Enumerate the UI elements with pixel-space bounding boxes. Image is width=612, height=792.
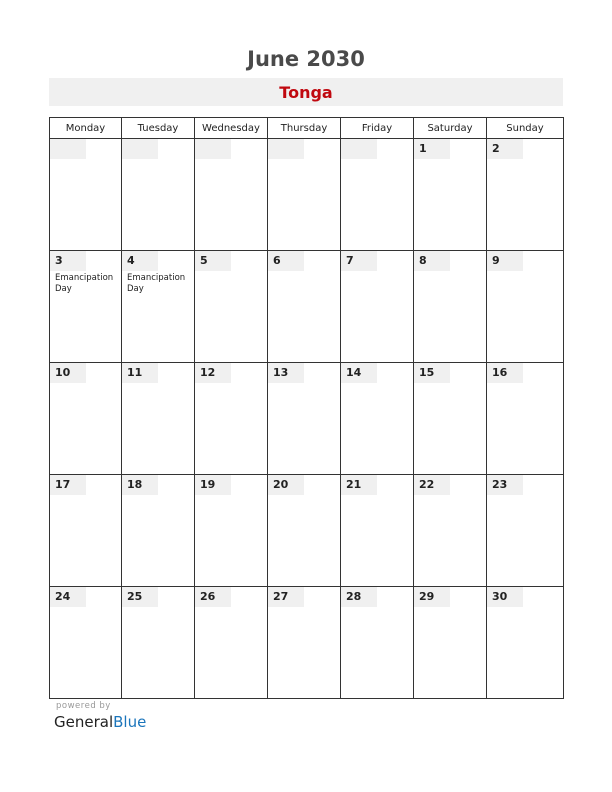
day-number: 8 bbox=[414, 251, 450, 271]
day-number: 13 bbox=[268, 363, 304, 383]
brand-part2: Blue bbox=[113, 713, 147, 731]
day-cell bbox=[487, 475, 564, 587]
weekday-header: Monday bbox=[50, 118, 122, 139]
day-number bbox=[341, 139, 377, 159]
day-number: 3 bbox=[50, 251, 86, 271]
day-number: 20 bbox=[268, 475, 304, 495]
day-cell bbox=[50, 475, 122, 587]
day-cell bbox=[414, 587, 487, 699]
day-cell bbox=[195, 139, 268, 251]
day-cell bbox=[341, 475, 414, 587]
day-number: 7 bbox=[341, 251, 377, 271]
day-cell bbox=[195, 251, 268, 363]
day-number: 14 bbox=[341, 363, 377, 383]
day-cell bbox=[122, 587, 195, 699]
weekday-header: Thursday bbox=[268, 118, 341, 139]
day-cell bbox=[50, 363, 122, 475]
day-number: 30 bbox=[487, 587, 523, 607]
day-number: 19 bbox=[195, 475, 231, 495]
day-number: 28 bbox=[341, 587, 377, 607]
weekday-header: Wednesday bbox=[195, 118, 268, 139]
day-number: 29 bbox=[414, 587, 450, 607]
week-row bbox=[50, 363, 564, 475]
day-cell bbox=[414, 475, 487, 587]
day-cell bbox=[122, 363, 195, 475]
day-number: 17 bbox=[50, 475, 86, 495]
day-cell bbox=[50, 251, 122, 363]
day-cell bbox=[268, 363, 341, 475]
weekday-header-row bbox=[50, 118, 564, 139]
day-cell bbox=[414, 139, 487, 251]
day-cell bbox=[122, 251, 195, 363]
day-cell bbox=[341, 363, 414, 475]
day-cell bbox=[122, 475, 195, 587]
day-number: 12 bbox=[195, 363, 231, 383]
day-number: 10 bbox=[50, 363, 86, 383]
day-cell bbox=[195, 475, 268, 587]
brand-logo[interactable] bbox=[54, 713, 146, 731]
day-number: 11 bbox=[122, 363, 158, 383]
day-number: 25 bbox=[122, 587, 158, 607]
day-number: 16 bbox=[487, 363, 523, 383]
weekday-header: Saturday bbox=[414, 118, 487, 139]
day-cell bbox=[268, 139, 341, 251]
brand-part1: General bbox=[54, 713, 114, 731]
day-cell bbox=[122, 139, 195, 251]
day-number: 1 bbox=[414, 139, 450, 159]
day-cell bbox=[341, 251, 414, 363]
day-number: 27 bbox=[268, 587, 304, 607]
calendar-grid bbox=[49, 117, 564, 699]
week-row bbox=[50, 475, 564, 587]
day-number: 5 bbox=[195, 251, 231, 271]
day-number: 2 bbox=[487, 139, 523, 159]
day-cell bbox=[50, 139, 122, 251]
day-number bbox=[195, 139, 231, 159]
country-name: Tonga bbox=[279, 83, 333, 102]
day-number: 4 bbox=[122, 251, 158, 271]
day-cell bbox=[341, 587, 414, 699]
page-title: June 2030 bbox=[247, 47, 365, 71]
day-cell bbox=[341, 139, 414, 251]
day-cell bbox=[268, 587, 341, 699]
day-cell bbox=[414, 251, 487, 363]
day-cell bbox=[268, 475, 341, 587]
day-cell bbox=[195, 587, 268, 699]
country-bar bbox=[49, 78, 563, 106]
weekday-header: Sunday bbox=[487, 118, 564, 139]
day-number: 9 bbox=[487, 251, 523, 271]
day-number: 23 bbox=[487, 475, 523, 495]
day-number: 24 bbox=[50, 587, 86, 607]
week-row bbox=[50, 587, 564, 699]
day-number: 18 bbox=[122, 475, 158, 495]
powered-by-text: powered by bbox=[56, 701, 111, 711]
day-cell bbox=[50, 587, 122, 699]
weekday-header: Tuesday bbox=[122, 118, 195, 139]
holiday-label: Emancipation Day bbox=[55, 273, 114, 294]
day-number: 26 bbox=[195, 587, 231, 607]
day-cell bbox=[195, 363, 268, 475]
day-cell bbox=[487, 363, 564, 475]
day-number bbox=[268, 139, 304, 159]
day-number: 22 bbox=[414, 475, 450, 495]
week-row bbox=[50, 251, 564, 363]
day-cell bbox=[487, 139, 564, 251]
day-number bbox=[122, 139, 158, 159]
weekday-header: Friday bbox=[341, 118, 414, 139]
day-number: 15 bbox=[414, 363, 450, 383]
day-cell bbox=[487, 251, 564, 363]
day-number: 21 bbox=[341, 475, 377, 495]
day-cell bbox=[487, 587, 564, 699]
holiday-label: Emancipation Day bbox=[127, 273, 186, 294]
week-row bbox=[50, 139, 564, 251]
day-cell bbox=[268, 251, 341, 363]
day-cell bbox=[414, 363, 487, 475]
day-number bbox=[50, 139, 86, 159]
day-number: 6 bbox=[268, 251, 304, 271]
